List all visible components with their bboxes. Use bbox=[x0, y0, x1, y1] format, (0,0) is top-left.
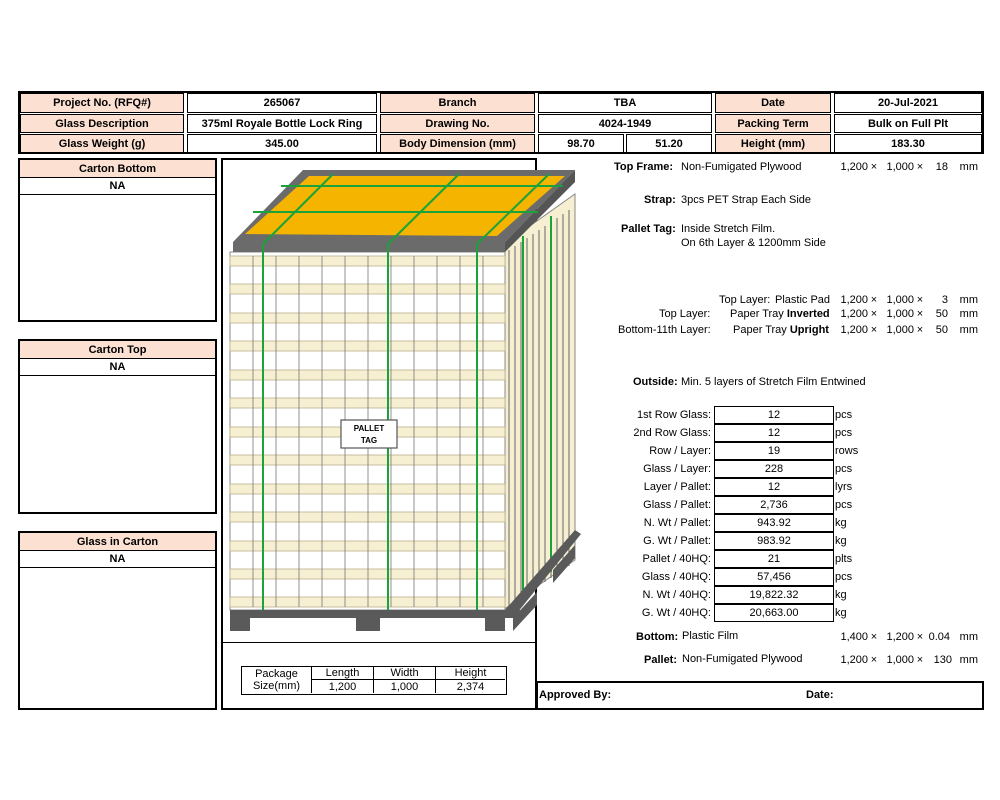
pallet-tag-label: Pallet Tag: bbox=[621, 223, 676, 235]
top-frame-times-1: × bbox=[870, 161, 878, 173]
pallet-tag-value-2: On 6th Layer & 1200mm Side bbox=[681, 237, 826, 249]
bottom-layer-unit: mm bbox=[959, 324, 978, 336]
carton-top-title: Carton Top bbox=[20, 341, 215, 359]
bottom-layer-times-1: × bbox=[870, 324, 878, 336]
bottom-value: Plastic Film bbox=[682, 630, 739, 642]
package-height-value: 2,374 bbox=[456, 680, 485, 693]
top-layer-dim-c: 50 bbox=[935, 308, 948, 320]
top-layer-pad-label: Top Layer: bbox=[719, 294, 771, 306]
strap-value: 3pcs PET Strap Each Side bbox=[681, 194, 812, 206]
stat-unit: kg bbox=[835, 589, 847, 601]
stat-unit: pcs bbox=[835, 571, 853, 583]
bottom-layer-dim-a: 1,200 bbox=[840, 324, 868, 336]
bottom-layer-value bbox=[733, 324, 829, 336]
stat-value: 20,663.00 bbox=[714, 604, 834, 622]
glass-in-carton-title: Glass in Carton bbox=[20, 533, 215, 551]
stat-label: G. Wt / Pallet: bbox=[643, 535, 711, 547]
pallet-tag-line1: PALLET bbox=[353, 424, 385, 433]
bottom-layer-label: Bottom-11th Layer: bbox=[618, 324, 711, 336]
stat-label: G. Wt / 40HQ: bbox=[641, 607, 711, 619]
height-value: 183.30 bbox=[834, 134, 982, 153]
top-frame-dim-b: 1,000 bbox=[886, 161, 914, 173]
stat-unit: rows bbox=[835, 445, 859, 457]
top-frame-label: Top Frame: bbox=[614, 161, 674, 173]
top-layer-value-bold: Inverted bbox=[786, 308, 830, 320]
body-dimension-value-2: 51.20 bbox=[626, 134, 712, 153]
top-frame-times-2: × bbox=[916, 161, 924, 173]
packing-term-label: Packing Term bbox=[715, 114, 831, 133]
top-layer-dim-a: 1,200 bbox=[840, 308, 868, 320]
stat-label: Row / Layer: bbox=[649, 445, 711, 457]
package-size-header bbox=[242, 667, 312, 693]
bottom-film-times-2: × bbox=[916, 631, 924, 643]
top-frame-dim-a: 1,200 bbox=[840, 161, 868, 173]
top-layer-value bbox=[730, 308, 830, 320]
pallet-dim-c: 130 bbox=[933, 654, 952, 666]
branch-value: TBA bbox=[538, 93, 712, 113]
top-layer-pad-dim-c: 3 bbox=[941, 294, 948, 306]
top-frame-value: Non-Fumigated Plywood bbox=[681, 161, 802, 173]
approval-date-label: Date: bbox=[806, 689, 834, 701]
glass-weight-label: Glass Weight (g) bbox=[20, 134, 184, 153]
outside-value: Min. 5 layers of Stretch Film Entwined bbox=[681, 376, 866, 388]
drawing-value: 4024-1949 bbox=[538, 114, 712, 133]
strap-label: Strap: bbox=[644, 194, 676, 206]
top-layer-pad-times-1: × bbox=[870, 294, 878, 306]
stat-unit: pcs bbox=[835, 499, 853, 511]
package-header-line1: Package bbox=[255, 668, 298, 680]
carton-bottom-title: Carton Bottom bbox=[20, 160, 215, 178]
pallet-label: Pallet: bbox=[644, 654, 678, 666]
pallet-dim-a: 1,200 bbox=[840, 654, 868, 666]
branch-label: Branch bbox=[380, 93, 535, 113]
top-layer-times-2: × bbox=[916, 308, 924, 320]
stat-value: 12 bbox=[714, 424, 834, 442]
stat-unit: pcs bbox=[835, 409, 853, 421]
project-value: 265067 bbox=[187, 93, 377, 113]
pallet-unit: mm bbox=[959, 654, 978, 666]
top-layer-value-text: Paper Tray bbox=[730, 308, 787, 320]
pallet-tag-value-1: Inside Stretch Film. bbox=[681, 223, 776, 235]
stat-unit: lyrs bbox=[835, 481, 853, 493]
glass-in-carton-value: NA bbox=[20, 551, 215, 568]
pallet-drawing bbox=[223, 160, 585, 640]
packing-term-value: Bulk on Full Plt bbox=[834, 114, 982, 133]
glass-description-label: Glass Description bbox=[20, 114, 184, 133]
top-layer-unit: mm bbox=[959, 308, 978, 320]
stat-label: Pallet / 40HQ: bbox=[642, 553, 711, 565]
package-length-value: 1,200 bbox=[312, 680, 374, 693]
carton-top-panel bbox=[18, 339, 217, 514]
stat-value: 12 bbox=[714, 478, 834, 496]
stat-label: Glass / 40HQ: bbox=[641, 571, 711, 583]
glass-weight-value: 345.00 bbox=[187, 134, 377, 153]
top-frame-unit: mm bbox=[959, 161, 978, 173]
top-layer-pad-times-2: × bbox=[916, 294, 924, 306]
carton-top-value: NA bbox=[20, 359, 215, 376]
bottom-film-dim-b: 1,200 bbox=[886, 631, 914, 643]
pallet-times-1: × bbox=[870, 654, 878, 666]
stat-label: 1st Row Glass: bbox=[637, 409, 711, 421]
outside-label: Outside: bbox=[633, 376, 678, 388]
stat-label: N. Wt / Pallet: bbox=[643, 517, 711, 529]
bottom-layer-dim-b: 1,000 bbox=[886, 324, 914, 336]
project-label: Project No. (RFQ#) bbox=[20, 93, 184, 113]
glass-in-carton-panel bbox=[18, 531, 217, 710]
pallet-times-2: × bbox=[916, 654, 924, 666]
top-layer-pad-value: Plastic Pad bbox=[775, 294, 831, 306]
carton-bottom-panel bbox=[18, 158, 217, 322]
stat-value: 943.92 bbox=[714, 514, 834, 532]
package-height-label: Height bbox=[436, 667, 505, 680]
stat-label: Glass / Layer: bbox=[643, 463, 711, 475]
stat-value: 228 bbox=[714, 460, 834, 478]
pallet-tag-line2: TAG bbox=[360, 436, 378, 445]
stat-unit: kg bbox=[835, 607, 847, 619]
carton-bottom-value: NA bbox=[20, 178, 215, 195]
body-dimension-label: Body Dimension (mm) bbox=[380, 134, 535, 153]
bottom-layer-times-2: × bbox=[916, 324, 924, 336]
bottom-film-times-1: × bbox=[870, 631, 878, 643]
pallet-value: Non-Fumigated Plywood bbox=[682, 653, 803, 665]
date-value: 20-Jul-2021 bbox=[834, 93, 982, 113]
bottom-layer-value-bold: Upright bbox=[789, 324, 829, 336]
bottom-film-unit: mm bbox=[959, 631, 978, 643]
package-width-value: 1,000 bbox=[374, 680, 436, 693]
top-layer-label: Top Layer: bbox=[659, 308, 711, 320]
drawing-label: Drawing No. bbox=[380, 114, 535, 133]
bottom-label: Bottom: bbox=[636, 631, 679, 643]
package-header-line2: Size(mm) bbox=[252, 680, 301, 692]
stat-value: 57,456 bbox=[714, 568, 834, 586]
stat-unit: plts bbox=[835, 553, 853, 565]
bottom-film-dim-c: 0.04 bbox=[928, 631, 950, 643]
stat-value: 2,736 bbox=[714, 496, 834, 514]
approved-by-label: Approved By: bbox=[539, 689, 612, 701]
stat-value: 19,822.32 bbox=[714, 586, 834, 604]
stat-label: N. Wt / 40HQ: bbox=[642, 589, 711, 601]
stat-value: 19 bbox=[714, 442, 834, 460]
top-layer-pad-dim-a: 1,200 bbox=[840, 294, 868, 306]
stat-label: Layer / Pallet: bbox=[643, 481, 711, 493]
stat-unit: kg bbox=[835, 535, 847, 547]
stat-unit: kg bbox=[835, 517, 847, 529]
pallet-dim-b: 1,000 bbox=[886, 654, 914, 666]
package-width-label: Width bbox=[374, 667, 436, 680]
stat-label: Glass / Pallet: bbox=[643, 499, 711, 511]
glass-description-value: 375ml Royale Bottle Lock Ring bbox=[187, 114, 377, 133]
bottom-layer-dim-c: 50 bbox=[935, 324, 948, 336]
top-layer-pad-unit: mm bbox=[959, 294, 978, 306]
stat-unit: pcs bbox=[835, 427, 853, 439]
date-label: Date bbox=[715, 93, 831, 113]
bottom-layer-value-text: Paper Tray bbox=[733, 324, 790, 336]
top-layer-times-1: × bbox=[870, 308, 878, 320]
stat-value: 12 bbox=[714, 406, 834, 424]
drawing-lower-divider bbox=[221, 642, 537, 643]
stat-value: 21 bbox=[714, 550, 834, 568]
top-layer-pad-dim-b: 1,000 bbox=[886, 294, 914, 306]
stat-value: 983.92 bbox=[714, 532, 834, 550]
height-label: Height (mm) bbox=[715, 134, 831, 153]
top-layer-dim-b: 1,000 bbox=[886, 308, 914, 320]
bottom-film-dim-a: 1,400 bbox=[840, 631, 868, 643]
package-length-label: Length bbox=[312, 667, 374, 680]
stat-unit: pcs bbox=[835, 463, 853, 475]
top-frame-dim-c: 18 bbox=[935, 161, 948, 173]
stat-label: 2nd Row Glass: bbox=[633, 427, 711, 439]
package-size-table bbox=[241, 666, 507, 695]
body-dimension-value-1: 98.70 bbox=[538, 134, 624, 153]
top-frame-edge bbox=[233, 242, 505, 252]
